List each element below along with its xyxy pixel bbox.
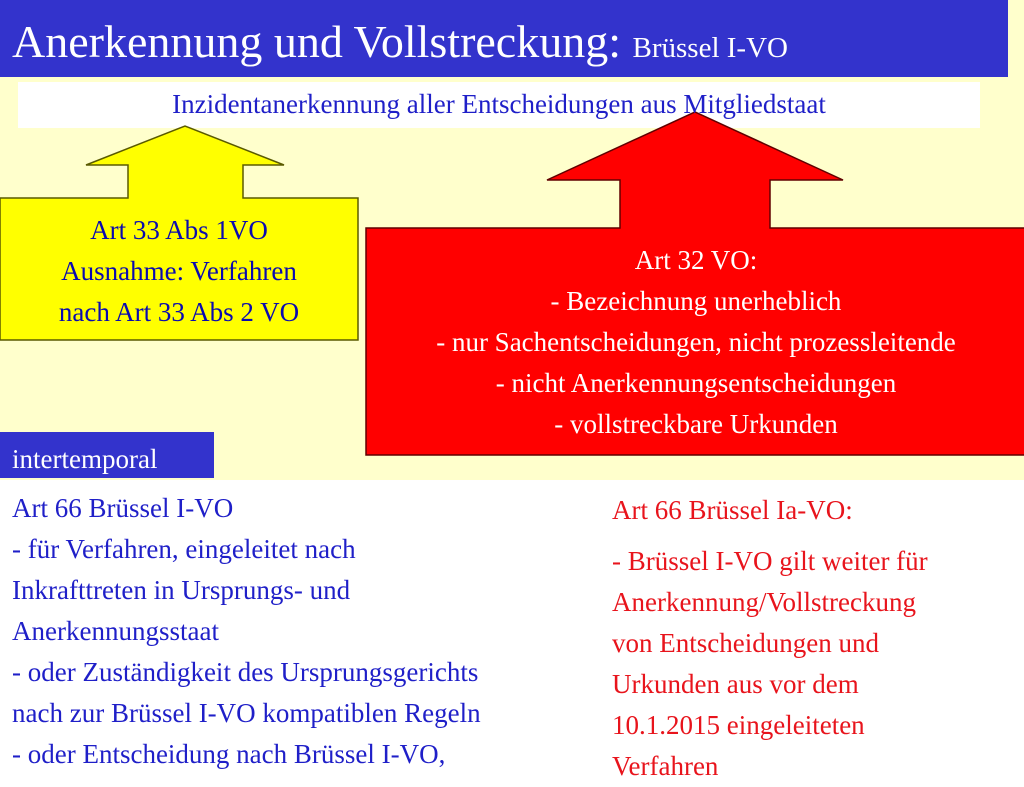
left-column-line: - oder Entscheidung nach Brüssel I-VO, <box>12 739 446 769</box>
right-column-spacer <box>612 531 1017 541</box>
yellow-box-line: Art 33 Abs 1VO <box>90 215 268 245</box>
right-column-line: - Brüssel I-VO gilt weiter für <box>612 546 928 576</box>
red-box-text <box>366 240 1024 445</box>
red-box-line: - Bezeichnung unerheblich <box>550 286 842 316</box>
right-column-line: 10.1.2015 eingeleiteten <box>612 710 865 740</box>
left-column-line: - für Verfahren, eingeleitet nach <box>12 534 356 564</box>
right-column <box>612 490 1017 787</box>
slide-title-main: Anerkennung und Vollstreckung: <box>12 16 633 67</box>
slide-title-sub: Brüssel I-VO <box>632 32 788 64</box>
left-column-line: Inkrafttreten in Ursprungs- und <box>12 575 351 605</box>
right-column-line: Urkunden aus vor dem <box>612 669 859 699</box>
red-box-line: - nur Sachentscheidungen, nicht prozessleitende <box>436 327 956 357</box>
red-box-line: - nicht Anerkennungsentscheidungen <box>495 368 897 398</box>
left-column-line: Art 66 Brüssel I-VO <box>12 493 234 523</box>
right-column-heading: Art 66 Brüssel Ia-VO: <box>612 495 853 525</box>
red-box-line: - vollstreckbare Urkunden <box>554 409 838 439</box>
right-column-line: von Entscheidungen und <box>612 628 879 658</box>
left-column-line: - oder Zuständigkeit des Ursprungsgerichts <box>12 657 479 687</box>
yellow-box-line: Ausnahme: Verfahren <box>61 256 297 286</box>
section-tag-label: intertemporal <box>12 444 158 474</box>
yellow-box-line: nach Art 33 Abs 2 VO <box>58 297 300 327</box>
yellow-box-text <box>0 210 358 333</box>
left-column-line: Anerkennungsstaat <box>12 616 219 646</box>
red-box-line: Art 32 VO: <box>634 245 758 275</box>
right-column-line: Verfahren <box>612 751 719 781</box>
right-column-line: Anerkennung/Vollstreckung <box>612 587 916 617</box>
left-column <box>12 488 612 775</box>
banner-text: Inzidentanerkennung aller Entscheidungen aus Mitgliedstaat <box>172 89 826 119</box>
left-column-line: nach zur Brüssel I-VO kompatiblen Regeln <box>12 698 481 728</box>
